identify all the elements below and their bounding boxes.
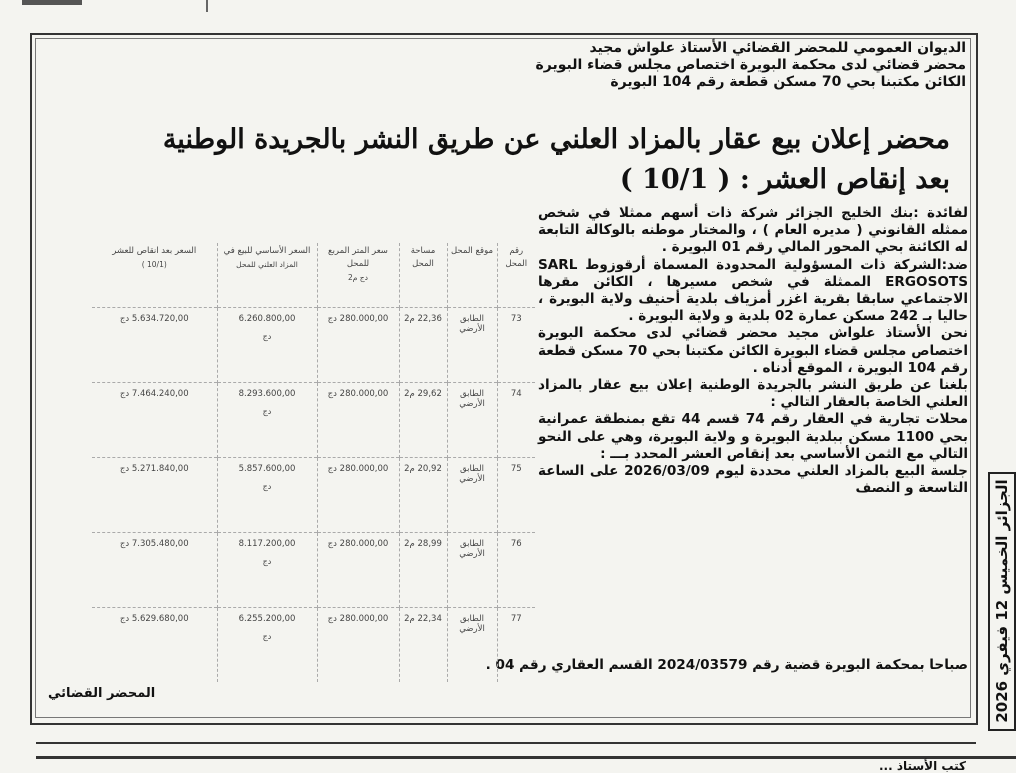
table-row (92, 308, 535, 383)
previous-article-edge (22, 0, 82, 5)
newspaper-name: الجزائر (993, 479, 1011, 531)
currency-label: دج (262, 557, 272, 566)
cell-after-reduction: 7.464.240,00 دج (92, 383, 217, 458)
bailiff-header (406, 40, 966, 91)
header-line: محضر قضائي لدى محكمة البويرة اختصاص مجلس قضاء البويرة (535, 57, 966, 73)
cell-num: 77 (497, 608, 535, 683)
announcement-title (60, 120, 950, 200)
cell-base-price (217, 458, 317, 533)
page-divider (36, 742, 976, 744)
cell-num: 73 (497, 308, 535, 383)
table-row (92, 458, 535, 533)
table-header-row (92, 243, 535, 308)
cell-base-price (217, 383, 317, 458)
cell-area: 20,92 م2 (399, 458, 447, 533)
cell-area: 22,36 م2 (399, 308, 447, 383)
body-paragraph: جلسة البيع بالمزاد العلني محددة ليوم 2026/03/09 على الساعة التاسعة و النصف (538, 463, 968, 497)
col-base-price-header (217, 243, 317, 308)
top-strip (0, 0, 1016, 14)
cell-price-sqm: 280.000,00 دج (317, 533, 399, 608)
page-divider (36, 756, 1016, 759)
currency-label: دج (262, 407, 272, 416)
body-paragraph: محلات تجارية في العقار رقم 74 قسم 44 تقع بمنطقة عمرانية بحي 1100 مسكن ببلدية البويرة و ولاية البويرة، وهي على النحو التالي مع الثمن الأساسي بعد إنقاص العشر المحدد بـــ : (538, 411, 969, 462)
price-sqm-unit: دج م2 (348, 273, 368, 282)
body-paragraph: بلغنا عن طريق النشر بالجريدة الوطنية إعلان بيع عقار بالمزاد العلني الخاصة بالعقار التالي : (538, 377, 968, 411)
cell-price-sqm: 280.000,00 دج (317, 308, 399, 383)
base-price-value: 6.260.800,00 (238, 314, 296, 324)
cell-num: 75 (497, 458, 535, 533)
next-article-snippet: كتب الأستاذ ... (878, 759, 966, 773)
auction-session-line: صباحا بمحكمة البويرة قضية رقم 2024/03579 القسم العقاري رقم 04 . (485, 657, 968, 673)
base-price-value: 8.117.200,00 (238, 539, 296, 549)
signature: المحضر القضائي (48, 686, 156, 701)
cell-price-sqm: 280.000,00 دج (317, 458, 399, 533)
table-row (92, 533, 535, 608)
title-line: محضر إعلان بيع عقار بالمزاد العلني عن طريق النشر بالجريدة الوطنية (162, 124, 950, 155)
cell-after-reduction: 5.629.680,00 دج (92, 608, 217, 683)
cell-location: الطابق الأرضي (447, 458, 497, 533)
table-row (92, 608, 535, 683)
col-location-header: موقع المحل (447, 243, 497, 308)
cell-price-sqm: 280.000,00 دج (317, 608, 399, 683)
cell-num: 76 (497, 533, 535, 608)
after-reduction-label: السعر بعد انقاص للعشر (112, 246, 197, 256)
currency-label: دج (262, 632, 272, 641)
cell-after-reduction: 7.305.480,00 دج (92, 533, 217, 608)
cell-base-price (217, 308, 317, 383)
table-row (92, 383, 535, 458)
col-price-sqm-header (317, 243, 399, 308)
base-price-value: 5.857.600,00 (238, 464, 296, 474)
header-line: الديوان العمومي للمحضر القضائي الأستاذ علواش مجيد (589, 40, 966, 56)
col-num-header: رقم المحل (497, 243, 535, 308)
column-divider (206, 0, 208, 12)
base-price-label: السعر الأساسي للبيع في (223, 246, 311, 256)
cell-location: الطابق الأرضي (447, 383, 497, 458)
price-sqm-label: سعر المتر المربع للمحل (328, 246, 388, 269)
newspaper-date-sidebar (988, 472, 1016, 731)
announcement-body (538, 205, 968, 497)
cell-area: 28,99 م2 (399, 533, 447, 608)
currency-label: دج (262, 332, 272, 341)
cell-after-reduction: 5.271.840,00 دج (92, 458, 217, 533)
cell-after-reduction: 5.634.720,00 دج (92, 308, 217, 383)
cell-base-price (217, 533, 317, 608)
cell-location: الطابق الأرضي (447, 308, 497, 383)
body-paragraph: نحن الأستاذ علواش مجيد محضر قضائي لدى محكمة البويرة اختصاص مجلس قضاء البويرة الكائن مكتبنا بحي 70 مسكن قطعة رقم 104 البويرة ، الموقع أدناه . (538, 325, 968, 376)
cell-area: 29,62 م2 (399, 383, 447, 458)
sidebar-text (993, 479, 1011, 722)
after-reduction-sublabel: (10/1 ) (141, 260, 167, 269)
base-price-value: 8.293.600,00 (238, 389, 296, 399)
cell-area: 22,34 م2 (399, 608, 447, 683)
col-area-header: مساحة المحل (399, 243, 447, 308)
base-price-sublabel: المزاد العلني للمحل (236, 260, 298, 269)
body-paragraph: لفائدة :بنك الخليج الجزائر شركة ذات أسهم ممثلا في شخص ممثله القانوني ( مديره العام ) ، والمختار موطنه بالوكالة التابعة له الكائنة بحي المحور المالي رقم 01 البويرة . (538, 205, 968, 256)
publication-date: الخميس 12 فيفري 2026 (993, 535, 1011, 723)
cell-price-sqm: 280.000,00 دج (317, 383, 399, 458)
header-line: الكائن مكتبنا بحي 70 مسكن قطعة رقم 104 البويرة (610, 74, 966, 90)
property-table (92, 243, 535, 682)
cell-base-price (217, 608, 317, 683)
cell-location: الطابق الأرضي (447, 533, 497, 608)
cell-num: 74 (497, 383, 535, 458)
body-paragraph: ضد:الشركة ذات المسؤولية المحدودة المسماة أرقوزوط SARL ERGOSOTS الممثلة في شخص مسيرها ، الكائن مقرها الاجتماعي سابقا بقرية اغزر أمزياف بلدية أحنيف ولاية البويرة ، حاليا بـ 242 مسكن عمارة 02 بلدية و ولاية البويرة . (538, 256, 968, 325)
cell-location: الطابق الأرضي (447, 608, 497, 683)
title-line: بعد إنقاص العشر : ( 10/1 ) (619, 164, 950, 195)
col-after-reduction-header (92, 243, 217, 308)
currency-label: دج (262, 482, 272, 491)
base-price-value: 6.255.200,00 (238, 614, 296, 624)
